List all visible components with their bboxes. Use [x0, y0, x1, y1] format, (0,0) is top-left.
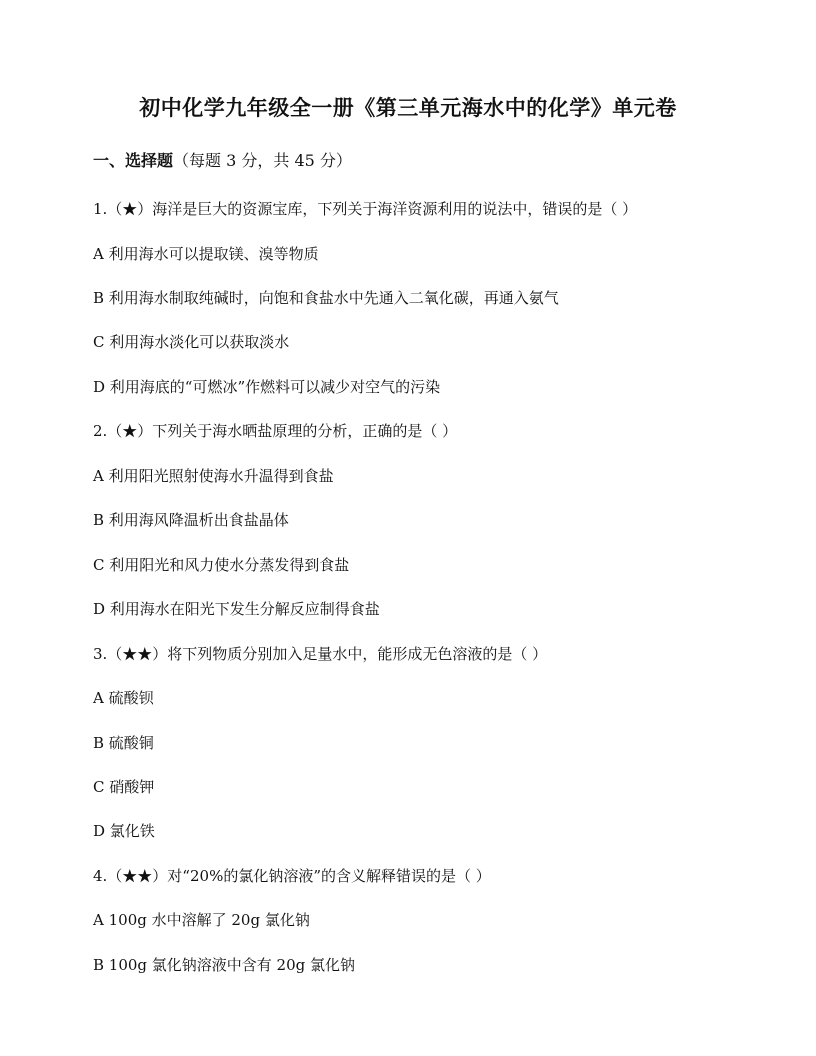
- question-1-option-b: B 利用海水制取纯碱时，向饱和食盐水中先通入二氧化碳，再通入氨气: [93, 289, 559, 307]
- question-2-stem: 2.（★）下列关于海水晒盐原理的分析，正确的是（ ）: [93, 422, 458, 440]
- question-3-option-b: B 硫酸铜: [93, 734, 154, 752]
- question-1-option-a: A 利用海水可以提取镁、溴等物质: [93, 245, 319, 263]
- question-2-option-d: D 利用海水在阳光下发生分解反应制得食盐: [93, 600, 380, 618]
- question-2-option-c: C 利用阳光和风力使水分蒸发得到食盐: [93, 556, 350, 574]
- document-title: 初中化学九年级全一册《第三单元海水中的化学》单元卷: [139, 95, 677, 120]
- question-4-option-a: A 100g 水中溶解了 20g 氯化钠: [93, 911, 310, 929]
- question-2-option-a: A 利用阳光照射使海水升温得到食盐: [93, 467, 334, 485]
- section-heading: 一、选择题: [93, 151, 174, 170]
- question-3-option-a: A 硫酸钡: [93, 689, 154, 707]
- section-note: （每题 3 分，共 45 分）: [173, 151, 352, 170]
- question-2-option-b: B 利用海风降温析出食盐晶体: [93, 511, 289, 529]
- question-3-option-d: D 氯化铁: [93, 822, 155, 840]
- question-1-stem: 1.（★）海洋是巨大的资源宝库，下列关于海洋资源利用的说法中，错误的是（ ）: [93, 200, 638, 218]
- question-4-option-b: B 100g 氯化钠溶液中含有 20g 氯化钠: [93, 956, 356, 974]
- question-3-option-c: C 硝酸钾: [93, 778, 155, 796]
- section-heading-row: [93, 147, 352, 175]
- question-1-option-c: C 利用海水淡化可以获取淡水: [93, 333, 290, 351]
- question-1-option-d: D 利用海底的“可燃冰”作燃料可以减少对空气的污染: [93, 378, 441, 396]
- question-3-stem: 3.（★★）将下列物质分别加入足量水中，能形成无色溶液的是（ ）: [93, 645, 548, 663]
- question-4-stem: 4.（★★）对“20%的氯化钠溶液”的含义解释错误的是（ ）: [93, 867, 491, 885]
